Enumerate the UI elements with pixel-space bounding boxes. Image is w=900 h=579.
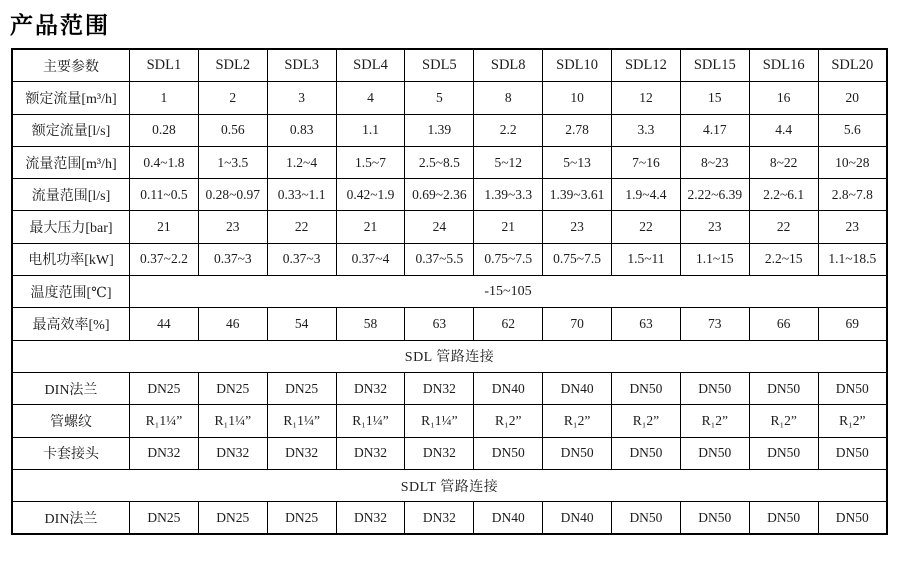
value-cell: 22 <box>612 211 681 243</box>
model-column-header: SDL4 <box>336 49 405 82</box>
value-cell: DN50 <box>818 437 887 469</box>
value-cell: 4.17 <box>680 114 749 146</box>
value-cell: 1.9~4.4 <box>612 179 681 211</box>
value-cell: 7~16 <box>612 146 681 178</box>
value-cell: 1~3.5 <box>198 146 267 178</box>
value-cell: 0.56 <box>198 114 267 146</box>
value-cell: 2.5~8.5 <box>405 146 474 178</box>
model-column-header: SDL15 <box>680 49 749 82</box>
value-cell: 23 <box>680 211 749 243</box>
value-cell: DN40 <box>543 372 612 404</box>
value-cell: 23 <box>543 211 612 243</box>
model-column-header: SDL12 <box>612 49 681 82</box>
value-cell: 2.2 <box>474 114 543 146</box>
value-cell: 15 <box>680 82 749 114</box>
table-row <box>12 372 887 404</box>
param-column-header: 主要参数 <box>12 49 130 82</box>
value-cell: 66 <box>749 308 818 340</box>
value-cell: 23 <box>818 211 887 243</box>
value-cell: 0.11~0.5 <box>130 179 199 211</box>
table-row <box>12 276 887 308</box>
value-cell: DN32 <box>405 502 474 535</box>
value-cell: R₁1¼” <box>336 405 405 437</box>
value-cell: 21 <box>336 211 405 243</box>
value-cell: 10~28 <box>818 146 887 178</box>
value-cell: DN50 <box>612 502 681 535</box>
value-cell: 1.5~11 <box>612 243 681 275</box>
row-label: DIN法兰 <box>12 502 130 535</box>
value-cell: 0.37~3 <box>198 243 267 275</box>
model-column-header: SDL16 <box>749 49 818 82</box>
value-cell: DN25 <box>130 372 199 404</box>
value-cell: 63 <box>405 308 474 340</box>
value-cell: R₁2” <box>749 405 818 437</box>
value-cell: DN32 <box>405 372 474 404</box>
model-column-header: SDL10 <box>543 49 612 82</box>
table-row <box>12 114 887 146</box>
value-cell: 1 <box>130 82 199 114</box>
value-cell: 3 <box>267 82 336 114</box>
row-label: 额定流量[l/s] <box>12 114 130 146</box>
value-cell: 0.37~4 <box>336 243 405 275</box>
value-cell: DN32 <box>405 437 474 469</box>
value-cell: 0.37~5.5 <box>405 243 474 275</box>
row-label: 流量范围[l/s] <box>12 179 130 211</box>
row-label: 额定流量[m³/h] <box>12 82 130 114</box>
row-label: 最大压力[bar] <box>12 211 130 243</box>
value-cell: 5 <box>405 82 474 114</box>
row-label: 管螺纹 <box>12 405 130 437</box>
value-cell: DN25 <box>198 502 267 535</box>
value-cell: 0.28~0.97 <box>198 179 267 211</box>
value-cell: DN50 <box>680 372 749 404</box>
model-column-header: SDL5 <box>405 49 474 82</box>
value-cell: 0.83 <box>267 114 336 146</box>
value-cell: R₁2” <box>474 405 543 437</box>
value-cell: 1.2~4 <box>267 146 336 178</box>
value-cell: 4 <box>336 82 405 114</box>
value-cell: 23 <box>198 211 267 243</box>
value-cell: 1.1 <box>336 114 405 146</box>
value-cell: 24 <box>405 211 474 243</box>
value-cell: DN25 <box>267 372 336 404</box>
value-cell: 63 <box>612 308 681 340</box>
value-cell: DN50 <box>749 502 818 535</box>
value-cell: DN32 <box>198 437 267 469</box>
row-label: 最高效率[%] <box>12 308 130 340</box>
table-row <box>12 211 887 243</box>
table-body <box>12 82 887 535</box>
value-cell: DN40 <box>543 502 612 535</box>
value-cell: 22 <box>267 211 336 243</box>
value-cell: 12 <box>612 82 681 114</box>
value-cell: 5~12 <box>474 146 543 178</box>
value-cell: DN50 <box>749 372 818 404</box>
value-cell: DN50 <box>543 437 612 469</box>
value-cell: 0.75~7.5 <box>474 243 543 275</box>
value-cell: DN25 <box>130 502 199 535</box>
value-cell: 44 <box>130 308 199 340</box>
value-cell: DN50 <box>612 437 681 469</box>
value-cell: DN50 <box>474 437 543 469</box>
value-cell: DN32 <box>130 437 199 469</box>
value-cell: 0.37~2.2 <box>130 243 199 275</box>
value-cell: 0.33~1.1 <box>267 179 336 211</box>
value-cell: 1.1~18.5 <box>818 243 887 275</box>
value-cell: 58 <box>336 308 405 340</box>
value-cell: R₁2” <box>612 405 681 437</box>
value-cell: 2.2~15 <box>749 243 818 275</box>
header-row <box>12 49 887 82</box>
row-label: 流量范围[m³/h] <box>12 146 130 178</box>
section-header-cell: SDL 管路连接 <box>12 340 887 372</box>
merged-value-cell: -15~105 <box>130 276 888 308</box>
value-cell: 0.4~1.8 <box>130 146 199 178</box>
value-cell: 2 <box>198 82 267 114</box>
value-cell: DN50 <box>818 502 887 535</box>
value-cell: 0.69~2.36 <box>405 179 474 211</box>
value-cell: 73 <box>680 308 749 340</box>
value-cell: 62 <box>474 308 543 340</box>
value-cell: 8~22 <box>749 146 818 178</box>
value-cell: 0.42~1.9 <box>336 179 405 211</box>
value-cell: DN25 <box>267 502 336 535</box>
value-cell: 3.3 <box>612 114 681 146</box>
value-cell: DN50 <box>680 437 749 469</box>
value-cell: 0.28 <box>130 114 199 146</box>
value-cell: 10 <box>543 82 612 114</box>
row-label: 卡套接头 <box>12 437 130 469</box>
value-cell: 70 <box>543 308 612 340</box>
table-row <box>12 437 887 469</box>
value-cell: R₁2” <box>680 405 749 437</box>
model-column-header: SDL2 <box>198 49 267 82</box>
value-cell: DN40 <box>474 502 543 535</box>
value-cell: 16 <box>749 82 818 114</box>
value-cell: DN40 <box>474 372 543 404</box>
value-cell: DN32 <box>336 437 405 469</box>
value-cell: 4.4 <box>749 114 818 146</box>
value-cell: DN32 <box>267 437 336 469</box>
row-label: 电机功率[kW] <box>12 243 130 275</box>
table-row <box>12 469 887 501</box>
value-cell: 5~13 <box>543 146 612 178</box>
section-header-cell: SDLT 管路连接 <box>12 469 887 501</box>
model-column-header: SDL3 <box>267 49 336 82</box>
value-cell: 8 <box>474 82 543 114</box>
row-label: DIN法兰 <box>12 372 130 404</box>
value-cell: 1.1~15 <box>680 243 749 275</box>
table-row <box>12 179 887 211</box>
value-cell: R₁1¼” <box>198 405 267 437</box>
value-cell: DN50 <box>680 502 749 535</box>
table-row <box>12 308 887 340</box>
value-cell: 21 <box>474 211 543 243</box>
table-row <box>12 405 887 437</box>
value-cell: 69 <box>818 308 887 340</box>
table-row <box>12 146 887 178</box>
value-cell: 1.39~3.3 <box>474 179 543 211</box>
product-range-table <box>11 48 888 535</box>
value-cell: DN50 <box>749 437 818 469</box>
value-cell: R₁1¼” <box>405 405 474 437</box>
value-cell: 22 <box>749 211 818 243</box>
value-cell: DN50 <box>612 372 681 404</box>
value-cell: 21 <box>130 211 199 243</box>
table-row <box>12 340 887 372</box>
model-column-header: SDL1 <box>130 49 199 82</box>
value-cell: 5.6 <box>818 114 887 146</box>
model-column-header: SDL20 <box>818 49 887 82</box>
value-cell: 1.5~7 <box>336 146 405 178</box>
value-cell: 2.78 <box>543 114 612 146</box>
value-cell: DN32 <box>336 502 405 535</box>
value-cell: 20 <box>818 82 887 114</box>
value-cell: 1.39 <box>405 114 474 146</box>
value-cell: R₁2” <box>543 405 612 437</box>
value-cell: 0.37~3 <box>267 243 336 275</box>
value-cell: 2.22~6.39 <box>680 179 749 211</box>
model-column-header: SDL8 <box>474 49 543 82</box>
value-cell: 46 <box>198 308 267 340</box>
value-cell: 2.2~6.1 <box>749 179 818 211</box>
table-row <box>12 82 887 114</box>
table-header <box>12 49 887 82</box>
value-cell: DN50 <box>818 372 887 404</box>
row-label: 温度范围[℃] <box>12 276 130 308</box>
table-row <box>12 243 887 275</box>
table-row <box>12 502 887 535</box>
value-cell: 54 <box>267 308 336 340</box>
value-cell: 2.8~7.8 <box>818 179 887 211</box>
value-cell: DN25 <box>198 372 267 404</box>
page-title: 产品范围 <box>10 12 110 38</box>
value-cell: DN32 <box>336 372 405 404</box>
value-cell: 0.75~7.5 <box>543 243 612 275</box>
value-cell: 1.39~3.61 <box>543 179 612 211</box>
value-cell: R₁1¼” <box>267 405 336 437</box>
value-cell: R₁2” <box>818 405 887 437</box>
value-cell: 8~23 <box>680 146 749 178</box>
value-cell: R₁1¼” <box>130 405 199 437</box>
